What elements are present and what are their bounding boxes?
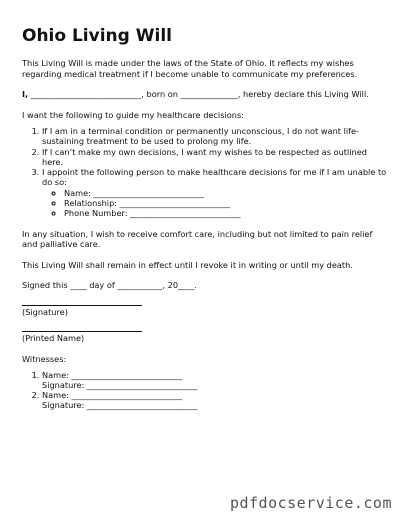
document-page (22, 26, 388, 410)
watermark-text: pdfdocservice.com (229, 494, 392, 512)
witness-signature-field: Signature: ___________________________ (42, 380, 198, 391)
decision-item-text: I appoint the following person to make healthcare decisions for me if I am unable to do so: (42, 167, 387, 188)
effect-paragraph: This Living Will shall remain in effect until I revoke it in writing or until my death. (22, 259, 353, 270)
signature-label: (Signature) (22, 306, 68, 317)
signature-line (22, 305, 142, 306)
witnesses-label: Witnesses: (22, 353, 67, 364)
declaration-text: ___________________________, born on ______________, hereby declare this Living Will. (28, 89, 369, 99)
printed-name-label: (Printed Name) (22, 333, 85, 344)
printed-name-line (22, 331, 142, 332)
witness-item (42, 370, 388, 390)
decision-item: 2. If I can’t make my own decisions, I want my wishes to be respected as outlined here. (42, 147, 388, 168)
agent-name-field: ◦ Name: ___________________________ (64, 188, 388, 198)
declaration-line (22, 89, 388, 100)
declaration-prefix: I, (22, 89, 29, 99)
page-title: Ohio Living Will (22, 26, 172, 46)
comfort-paragraph: In any situation, I wish to receive comfort care, including but not limited to pain relief and palliative care. (22, 228, 373, 250)
agent-phone-field: ◦ Phone Number: ___________________________ (64, 208, 388, 218)
witness-name-field: 1. Name: ___________________________ (42, 370, 183, 381)
agent-fields-list (42, 188, 388, 219)
witness-name-field: 2. Name: ___________________________ (42, 390, 183, 401)
signed-line: Signed this ____ day of ___________, 20____. (22, 280, 198, 291)
agent-relationship-field: ◦ Relationship: ___________________________ (64, 198, 388, 208)
intro-paragraph: This Living Will is made under the laws of the State of Ohio. It reflects my wishes regarding medical treatment if I become unable to communicate my preferences. (22, 58, 358, 79)
guide-heading: I want the following to guide my healthcare decisions: (22, 109, 244, 120)
witness-signature-field: Signature: ___________________________ (42, 400, 198, 411)
decisions-list (22, 126, 388, 219)
decision-item (42, 167, 388, 218)
witnesses-list (22, 370, 388, 410)
decision-item: 1. If I am in a terminal condition or permanently unconscious, I do not want life-sustaining treatment to be used to prolong my life. (42, 126, 388, 147)
witness-item (42, 390, 388, 410)
